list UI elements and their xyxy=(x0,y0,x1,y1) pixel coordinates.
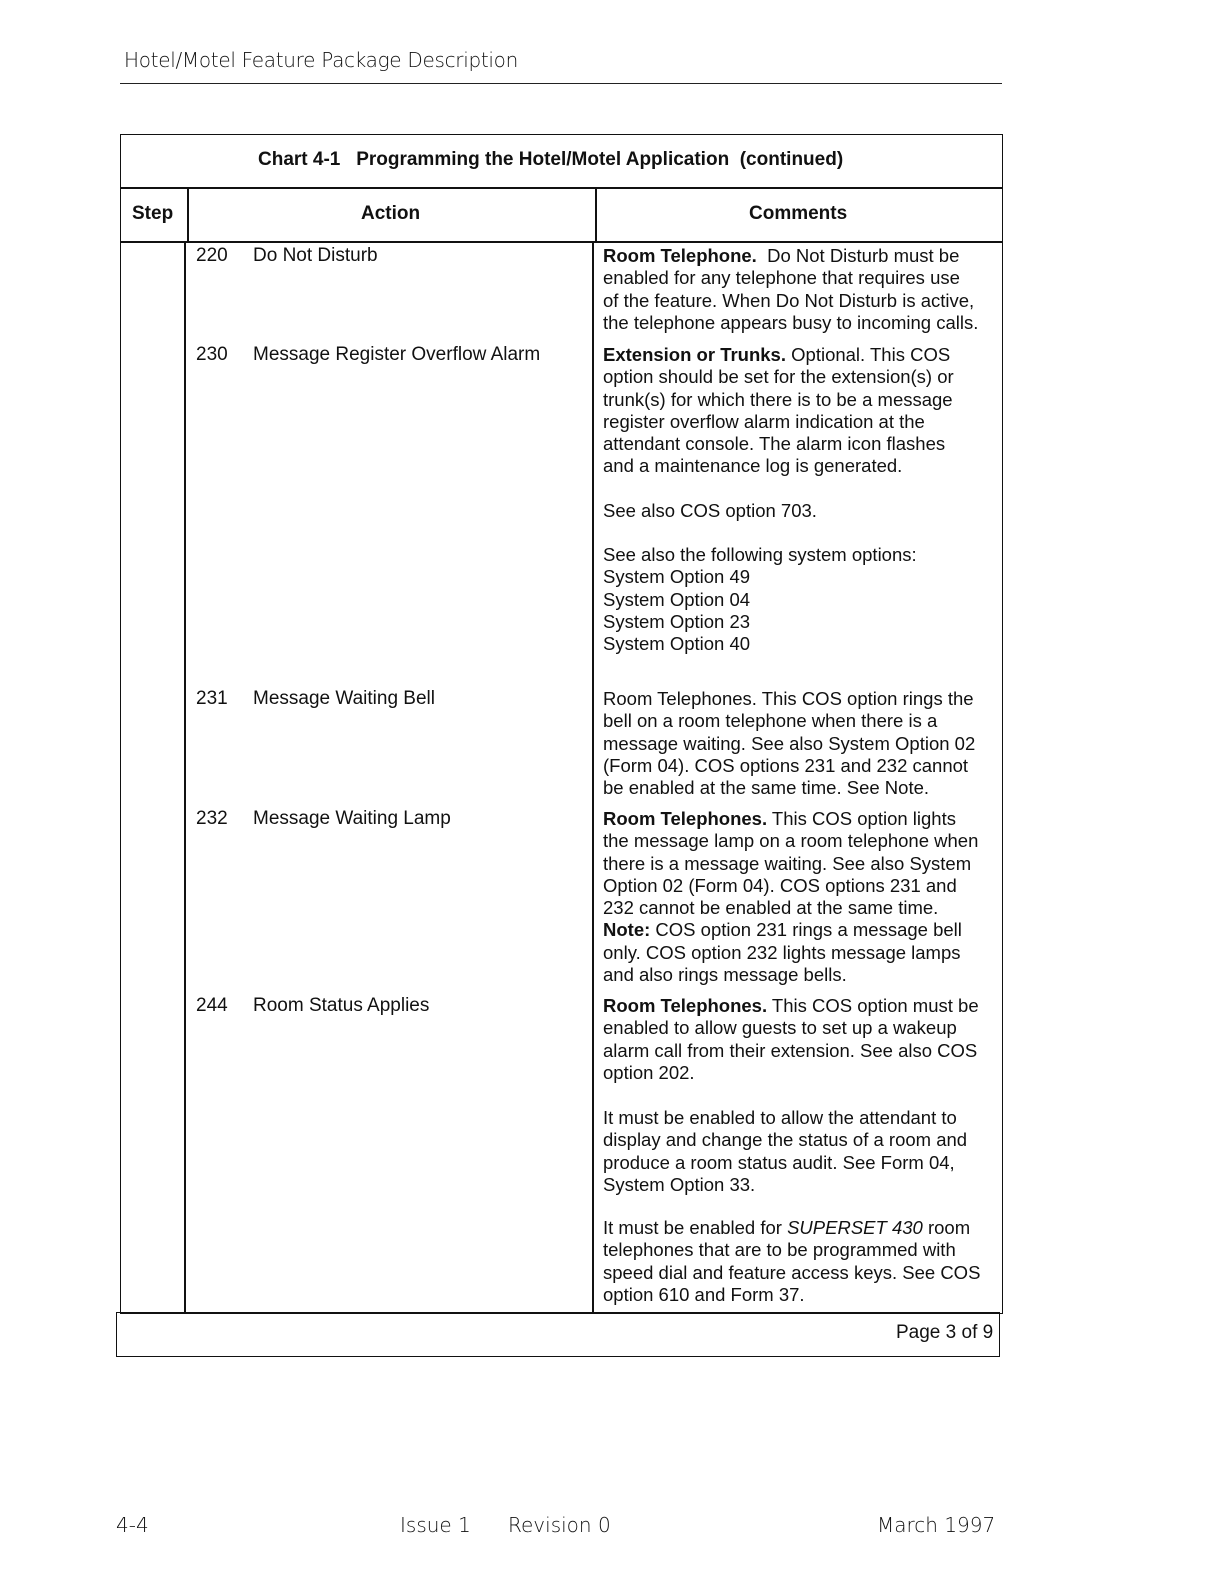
page-indicator: Page 3 of 9 xyxy=(896,1322,994,1343)
step-number: 231 xyxy=(196,688,228,709)
footer-page-number: 4-4 xyxy=(116,1513,149,1537)
bold-lead: Extension or Trunks. xyxy=(603,344,786,365)
comment-line: System Option 49 xyxy=(603,566,751,588)
comment-paragraph xyxy=(603,1217,995,1306)
step-action: Room Status Applies xyxy=(253,995,430,1016)
comment-line: telephones that are to be programmed with xyxy=(603,1239,956,1261)
comment-line: there is a message waiting. See also System xyxy=(603,852,972,874)
divider xyxy=(120,241,1003,243)
comment-line: See also the following system options: xyxy=(603,544,917,565)
line-text: This COS option lights xyxy=(767,808,956,829)
column-header-comments: Comments xyxy=(749,203,848,224)
comment-paragraph xyxy=(603,808,995,986)
comment-line: display and change the status of a room and xyxy=(603,1129,968,1151)
step-number: 244 xyxy=(196,995,228,1016)
divider xyxy=(184,241,186,1314)
comment-line: System Option 04 xyxy=(603,588,751,610)
comment-line: System Option 33. xyxy=(603,1173,756,1195)
chart-footer xyxy=(116,1312,1000,1357)
comment-paragraph xyxy=(603,995,995,1084)
comment-line: System Option 23 xyxy=(603,610,751,632)
bold-lead: Note: xyxy=(603,919,651,941)
comment-line: 232 cannot be enabled at the same time. xyxy=(603,897,939,919)
step-action: Message Waiting Bell xyxy=(253,688,435,709)
comment-line: enabled for any telephone that requires use xyxy=(603,267,960,289)
comment-line: option 610 and Form 37. xyxy=(603,1283,805,1305)
line-text: Do Not Disturb must be xyxy=(756,245,960,266)
divider xyxy=(120,187,1003,189)
comment-paragraph xyxy=(603,500,995,522)
comment-line xyxy=(603,245,995,267)
comment-line: option should be set for the extension(s) or xyxy=(603,366,954,388)
step-number: 220 xyxy=(196,245,228,266)
line-text: Optional. This COS xyxy=(786,344,951,365)
step-number: 232 xyxy=(196,808,228,829)
bold-lead: Room Telephones. xyxy=(603,808,768,829)
comment-line: and a maintenance log is generated. xyxy=(603,455,903,477)
divider xyxy=(592,241,594,1314)
comment-line xyxy=(603,995,995,1017)
comment-paragraph xyxy=(603,688,995,799)
comment-line: trunk(s) for which there is to be a message xyxy=(603,388,953,410)
product-name: SUPERSET 430 xyxy=(787,1217,923,1238)
comment-line: produce a room status audit. See Form 04, xyxy=(603,1151,955,1173)
comment-line: only. COS option 232 lights message lamps xyxy=(603,941,961,963)
bold-lead: Room Telephones. xyxy=(603,995,768,1016)
comment-line: alarm call from their extension. See also COS xyxy=(603,1039,978,1061)
chart-title: Chart 4-1 Programming the Hotel/Motel Application (continued) xyxy=(258,149,844,170)
comment-line: It must be enabled to allow the attendant to xyxy=(603,1107,957,1128)
step-action: Message Register Overflow Alarm xyxy=(253,344,541,365)
comment-line: Option 02 (Form 04). COS options 231 and xyxy=(603,874,957,896)
comment-line: attendant console. The alarm icon flashes xyxy=(603,433,946,455)
column-header-action: Action xyxy=(361,203,421,224)
divider xyxy=(187,187,189,242)
footer-revision: Revision 0 xyxy=(508,1513,611,1537)
comment-line: (Form 04). COS options 231 and 232 cannot xyxy=(603,754,969,776)
header-rule xyxy=(120,83,1002,84)
comment-line: the telephone appears busy to incoming calls. xyxy=(603,311,979,333)
line-text: room xyxy=(922,1217,971,1238)
comment-line xyxy=(603,808,995,830)
divider xyxy=(595,187,597,242)
step-number: 230 xyxy=(196,344,228,365)
comment-line: of the feature. When Do Not Disturb is active, xyxy=(603,289,975,311)
comment-line: bell on a room telephone when there is a xyxy=(603,710,938,732)
comment-paragraph xyxy=(603,544,995,655)
comment-line: Room Telephones. This COS option rings the xyxy=(603,688,974,709)
comment-line xyxy=(603,344,995,366)
comment-line: option 202. xyxy=(603,1061,695,1083)
comment-paragraph xyxy=(603,245,995,334)
line-text: It must be enabled for xyxy=(603,1217,788,1238)
bold-lead: Room Telephone. xyxy=(603,245,757,266)
column-header-step: Step xyxy=(132,203,174,224)
step-action: Do Not Disturb xyxy=(253,245,378,266)
step-action: Message Waiting Lamp xyxy=(253,808,451,829)
comment-line xyxy=(603,1217,995,1239)
comment-line: be enabled at the same time. See Note. xyxy=(603,777,930,799)
line-text: COS option 231 rings a message bell xyxy=(650,919,962,941)
comment-line: enabled to allow guests to set up a wakeup xyxy=(603,1017,957,1039)
comment-line: message waiting. See also System Option 02 xyxy=(603,732,976,754)
document-header: Hotel/Motel Feature Package Description xyxy=(124,48,518,72)
comment-line: System Option 40 xyxy=(603,633,751,655)
comment-line: See also COS option 703. xyxy=(603,500,817,521)
comment-line: speed dial and feature access keys. See COS xyxy=(603,1261,981,1283)
line-text: This COS option must be xyxy=(767,995,979,1016)
comment-paragraph xyxy=(603,344,995,478)
comment-paragraph xyxy=(603,1107,995,1196)
comment-line xyxy=(603,919,995,941)
footer-date: March 1997 xyxy=(877,1513,996,1537)
comment-line: register overflow alarm indication at the xyxy=(603,410,925,432)
footer-issue: Issue 1 xyxy=(400,1513,471,1537)
comment-line: and also rings message bells. xyxy=(603,964,847,986)
comment-line: the message lamp on a room telephone when xyxy=(603,830,979,852)
